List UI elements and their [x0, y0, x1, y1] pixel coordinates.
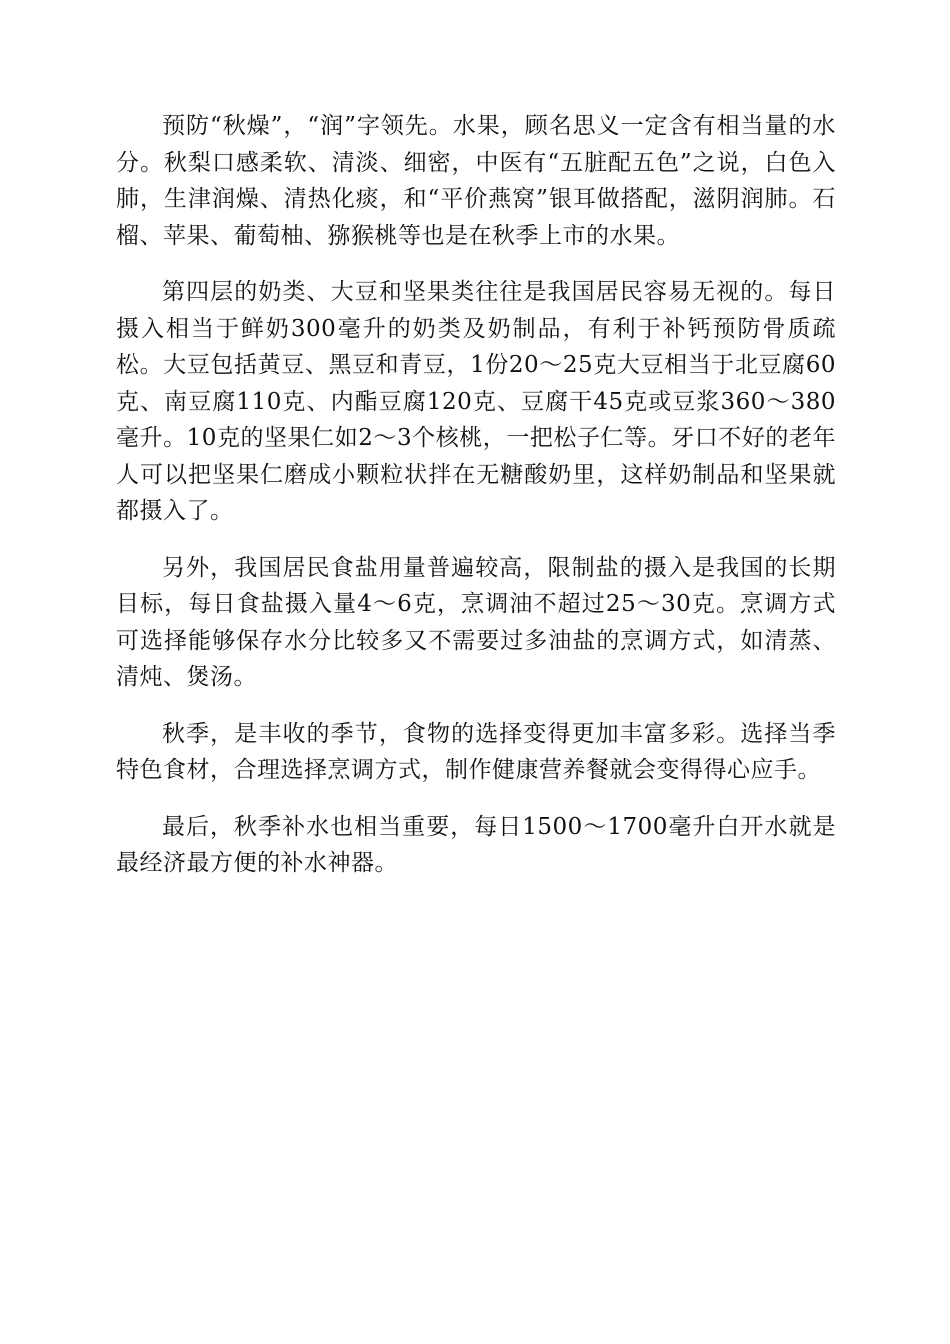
paragraph-harvest-season: 秋季，是丰收的季节，食物的选择变得更加丰富多彩。选择当季特色食材，合理选择烹调方式，制作健康营养餐就会变得得心应手。	[116, 720, 836, 783]
document-body	[116, 108, 836, 902]
paragraph-dairy-soy-nuts: 第四层的奶类、大豆和坚果类往往是我国居民容易无视的。每日摄入相当于鲜奶300毫升的奶类及奶制品，有利于补钙预防骨质疏松。大豆包括黄豆、黑豆和青豆，1份20～25克大豆相当于北豆腐60克、南豆腐110克、内酯豆腐120克、豆腐干45克或豆浆360～380毫升。10克的坚果仁如2～3个核桃，一把松子仁等。牙口不好的老年人可以把坚果仁磨成小颗粒状拌在无糖酸奶里，这样奶制品和坚果就都摄入了。	[116, 279, 836, 524]
paragraph-hydration: 最后，秋季补水也相当重要，每日1500～1700毫升白开水就是最经济最方便的补水神器。	[116, 813, 836, 876]
paragraph-autumn-fruits: 预防“秋燥”，“润”字领先。水果，顾名思义一定含有相当量的水分。秋梨口感柔软、清淡、细密，中医有“五脏配五色”之说，白色入肺，生津润燥、清热化痰，和“平价燕窝”银耳做搭配，滋阴润肺。石榴、苹果、葡萄柚、猕猴桃等也是在秋季上市的水果。	[116, 113, 836, 249]
paragraph-salt-oil: 另外，我国居民食盐用量普遍较高，限制盐的摄入是我国的长期目标，每日食盐摄入量4～6克，烹调油不超过25～30克。烹调方式可选择能够保存水分比较多又不需要过多油盐的烹调方式，如清蒸、清炖、煲汤。	[116, 554, 836, 690]
